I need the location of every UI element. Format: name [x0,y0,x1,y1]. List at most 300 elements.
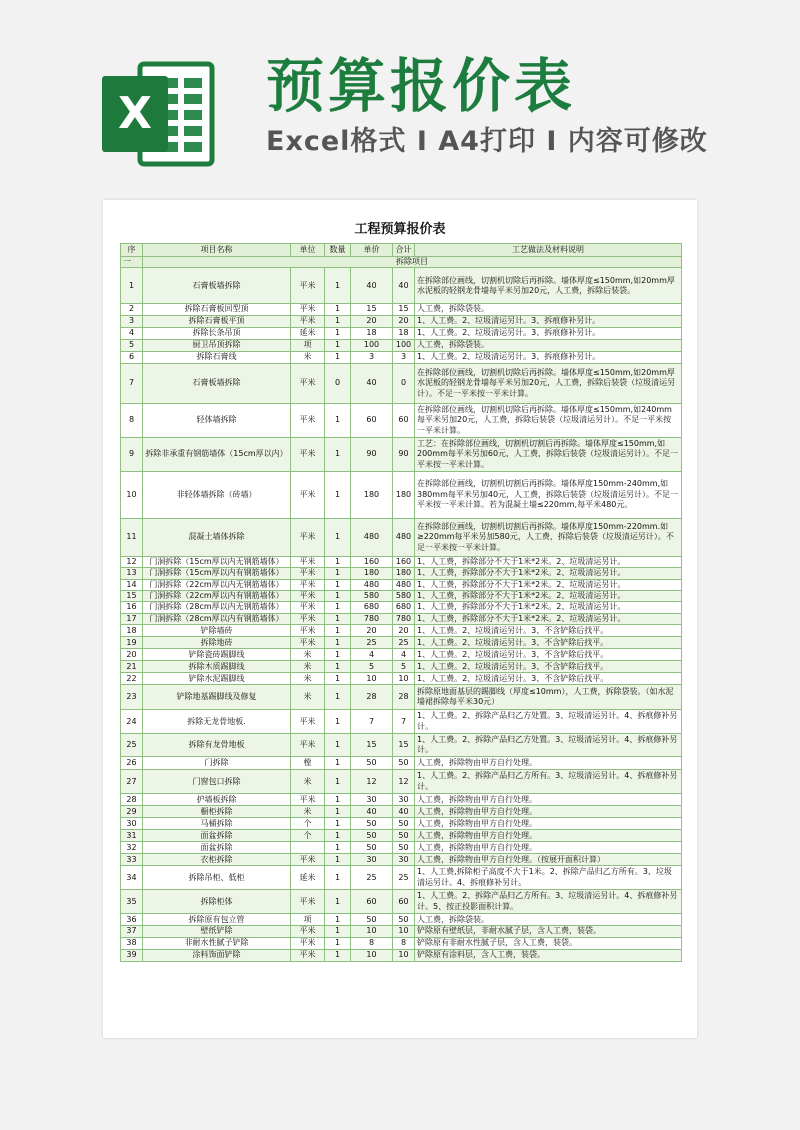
cell-unit: 平米 [291,315,325,327]
cell-name: 拆除木质踢脚线 [143,661,291,673]
cell-qty: 1 [325,591,351,602]
cell-no: 32 [121,842,143,854]
col-header-total: 合计 [393,244,415,257]
col-header-price: 单价 [351,244,393,257]
cell-no: 25 [121,734,143,757]
table-row [121,710,682,734]
col-header-qty: 数量 [325,244,351,257]
cell-qty: 1 [325,556,351,567]
table-row [121,471,682,518]
cell-unit: 平米 [291,734,325,757]
cell-price: 60 [351,403,393,437]
cell-qty: 1 [325,437,351,471]
cell-name: 面盆拆除 [143,842,291,854]
cell-total: 50 [393,818,415,830]
page-subtitle: Excel格式 I A4打印 I 内容可修改 [266,126,708,157]
cell-price: 50 [351,842,393,854]
cell-desc: 1、人工费，拆除部分不大于1米*2米。2、垃圾清运另计。 [415,556,682,567]
cell-name: 铲除墙砖 [143,625,291,637]
cell-name: 面盆拆除 [143,830,291,842]
cell-name: 铲除地基踢脚线及修复 [143,685,291,710]
cell-total: 15 [393,734,415,757]
col-header-desc: 工艺做法及材料说明 [415,244,682,257]
cell-total: 480 [393,579,415,590]
table-row [121,734,682,757]
cell-name: 橱柜拆除 [143,806,291,818]
cell-desc: 人工费，拆除物由甲方自行处理。 [415,757,682,770]
cell-price: 580 [351,591,393,602]
cell-desc: 在拆除部位画线，切割机切除后再拆除。墙体厚度≤150mm,如20mm厚水泥板的轻钢龙骨墙每平米另加20元，人工费，拆除后装袋。 [415,268,682,304]
cell-no: 28 [121,794,143,806]
cell-name: 非耐水性腻子铲除 [143,937,291,949]
cell-desc: 在拆除部位画线，切割机切割后再拆除。墙体厚度150mm-240mm,如380mm每平米另加40元，人工费，拆除后装袋（垃圾清运另计）。不足一平米按一平米计算。若为混凝土墙≤220mm,每平米480元。 [415,471,682,518]
cell-qty: 1 [325,818,351,830]
cell-desc: 1、人工费,拆除柜子高度不大于1米。2、拆除产品归乙方所有。3、垃圾清运另计。4、拆痕修补另计。 [415,866,682,890]
cell-no: 19 [121,637,143,649]
cell-qty: 1 [325,613,351,624]
cell-no: 36 [121,914,143,926]
cell-total: 10 [393,949,415,961]
table-row [121,770,682,794]
cell-total: 100 [393,339,415,351]
cell-name: 石膏板墙拆除 [143,268,291,304]
cell-total: 90 [393,437,415,471]
cell-unit: 平米 [291,579,325,590]
quote-table [120,243,682,962]
cell-total: 0 [393,363,415,403]
cell-price: 160 [351,556,393,567]
cell-price: 5 [351,661,393,673]
cell-qty: 1 [325,315,351,327]
cell-total: 50 [393,757,415,770]
cell-qty: 1 [325,625,351,637]
cell-desc: 1、人工费。2、垃圾清运另计。3、拆痕修补另计。 [415,315,682,327]
cell-no: 3 [121,315,143,327]
cell-no: 34 [121,866,143,890]
cell-no: 35 [121,890,143,914]
cell-price: 20 [351,315,393,327]
table-row [121,866,682,890]
cell-name: 拆除吊柜、低柜 [143,866,291,890]
cell-total: 7 [393,710,415,734]
cell-price: 10 [351,926,393,937]
cell-desc: 1、人工费，拆除部分不大于1米*2米。2、垃圾清运另计。 [415,613,682,624]
cell-desc: 1、人工费。2、垃圾清运另计。3、拆痕修补另计。 [415,327,682,339]
cell-unit: 平米 [291,403,325,437]
cell-qty: 1 [325,926,351,937]
table-row [121,625,682,637]
cell-unit: 平米 [291,890,325,914]
cell-qty: 1 [325,568,351,579]
cell-price: 780 [351,613,393,624]
cell-no: 8 [121,403,143,437]
cell-total: 60 [393,403,415,437]
table-row [121,339,682,351]
cell-no: 11 [121,518,143,556]
cell-qty: 1 [325,649,351,661]
cell-total: 4 [393,649,415,661]
cell-total: 25 [393,866,415,890]
spreadsheet-preview [103,200,697,1038]
cell-price: 25 [351,637,393,649]
cell-price: 40 [351,268,393,304]
cell-no: 38 [121,937,143,949]
cell-no: 33 [121,854,143,866]
cell-unit: 米 [291,806,325,818]
cell-no: 20 [121,649,143,661]
cell-name: 轻体墙拆除 [143,403,291,437]
table-row [121,949,682,961]
cell-price: 90 [351,437,393,471]
cell-price: 480 [351,579,393,590]
table-row [121,685,682,710]
cell-total: 20 [393,625,415,637]
cell-unit: 平米 [291,625,325,637]
cell-qty: 1 [325,770,351,794]
cell-price: 8 [351,937,393,949]
cell-qty: 1 [325,327,351,339]
table-row [121,757,682,770]
cell-qty: 1 [325,757,351,770]
table-row [121,518,682,556]
cell-qty: 1 [325,518,351,556]
cell-desc: 人工费，拆除物由甲方自行处理。 [415,818,682,830]
cell-name: 壁纸铲除 [143,926,291,937]
cell-no: 17 [121,613,143,624]
cell-unit: 米 [291,770,325,794]
cell-price: 480 [351,518,393,556]
cell-unit: 延米 [291,327,325,339]
cell-desc: 1、人工费。2、垃圾清运另计。3、不含铲除后找平。 [415,625,682,637]
cell-no: 16 [121,602,143,613]
cell-qty: 1 [325,830,351,842]
cell-no: 5 [121,339,143,351]
cell-qty: 1 [325,661,351,673]
cell-price: 12 [351,770,393,794]
cell-no: 7 [121,363,143,403]
cell-price: 50 [351,818,393,830]
cell-desc: 1、人工费。2、垃圾清运另计。3、不含铲除后找平。 [415,673,682,685]
col-header-no: 序 [121,244,143,257]
cell-price: 680 [351,602,393,613]
cell-no: 30 [121,818,143,830]
cell-price: 180 [351,568,393,579]
cell-price: 20 [351,625,393,637]
cell-qty: 1 [325,579,351,590]
cell-name: 门洞拆除（22cm厚以内有钢筋墙体） [143,591,291,602]
cell-name: 拆除石膏线 [143,351,291,363]
cell-price: 7 [351,710,393,734]
table-row [121,268,682,304]
cell-desc: 在拆除部位画线，切割机切割后再拆除。墙体厚度150mm-220mm.如≥220mm每平米另加580元，人工费，拆除后装袋（垃圾清运另计）。不足一平米按一平米计算。 [415,518,682,556]
table-row [121,363,682,403]
cell-total: 780 [393,613,415,624]
cell-qty: 1 [325,866,351,890]
cell-unit: 平米 [291,710,325,734]
cell-name: 拆除非承重有钢筋墙体（15cm厚以内） [143,437,291,471]
cell-no: 12 [121,556,143,567]
cell-qty: 1 [325,710,351,734]
cell-unit: 平米 [291,556,325,567]
cell-qty: 1 [325,685,351,710]
cell-desc: 人工费，拆除物由甲方自行处理。 [415,794,682,806]
cell-name: 门洞拆除（15cm厚以内有钢筋墙体） [143,568,291,579]
cell-price: 180 [351,471,393,518]
table-header-row [121,244,682,257]
cell-name: 拆除有龙骨地板 [143,734,291,757]
cell-total: 60 [393,890,415,914]
cell-no: 1 [121,268,143,304]
cell-unit: 平米 [291,304,325,315]
cell-total: 50 [393,830,415,842]
cell-name: 厨卫吊顶拆除 [143,339,291,351]
cell-unit: 米 [291,351,325,363]
table-row [121,794,682,806]
cell-desc: 1、人工费。2、拆除产品归乙方所有。3、垃圾清运另计。4、拆痕修补另计。 [415,770,682,794]
table-row [121,579,682,590]
table-row [121,854,682,866]
cell-name: 门拆除 [143,757,291,770]
cell-name: 门洞拆除（28cm厚以内无钢筋墙体） [143,602,291,613]
cell-no: 27 [121,770,143,794]
cell-unit: 个 [291,830,325,842]
cell-desc: 1、人工费。2、垃圾清运另计。3、不含铲除后找平。 [415,661,682,673]
cell-total: 680 [393,602,415,613]
cell-desc: 1、人工费。2、拆除产品归乙方所有。3、垃圾清运另计。4、拆痕修补另计。5、按正投影面积计算。 [415,890,682,914]
cell-no: 37 [121,926,143,937]
cell-no: 2 [121,304,143,315]
cell-qty: 1 [325,351,351,363]
cell-unit: 平米 [291,602,325,613]
cell-total: 160 [393,556,415,567]
cell-qty: 1 [325,602,351,613]
cell-unit: 平米 [291,363,325,403]
cell-no: 26 [121,757,143,770]
table-row [121,661,682,673]
cell-no: 13 [121,568,143,579]
cell-name: 门洞拆除（15cm厚以内无钢筋墙体） [143,556,291,567]
cell-desc: 拆除原地面基层的踢脚线（厚度≤10mm），人工费，拆除袋装。（如水泥墙裙拆除每平米30元） [415,685,682,710]
cell-price: 30 [351,854,393,866]
cell-desc: 1、人工费。2、拆除产品归乙方处置。3、垃圾清运另计。4、拆痕修补另计。 [415,734,682,757]
cell-no: 24 [121,710,143,734]
cell-desc: 人工费，拆除袋装。 [415,914,682,926]
cell-qty: 1 [325,637,351,649]
table-row [121,937,682,949]
cell-total: 28 [393,685,415,710]
cell-price: 10 [351,949,393,961]
cell-price: 60 [351,890,393,914]
cell-total: 50 [393,842,415,854]
cell-name: 衣柜拆除 [143,854,291,866]
table-row [121,591,682,602]
cell-desc: 人工费，拆除物由甲方自行处理。 [415,842,682,854]
cell-name: 拆除长条吊顶 [143,327,291,339]
cell-total: 15 [393,304,415,315]
cell-desc: 人工费，拆除物由甲方自行处理。（按展开面积计算） [415,854,682,866]
cell-desc: 1、人工费，拆除部分不大于1米*2米。2、垃圾清运另计。 [415,591,682,602]
svg-text:X: X [118,88,152,139]
cell-qty: 1 [325,304,351,315]
cell-unit: 平米 [291,568,325,579]
table-row [121,890,682,914]
section-no: 一 [121,257,143,268]
cell-name: 拆除无龙骨地板. [143,710,291,734]
cell-name: 门窗包口拆除 [143,770,291,794]
cell-no: 14 [121,579,143,590]
cell-price: 100 [351,339,393,351]
cell-price: 50 [351,757,393,770]
cell-name: 非轻体墙拆除（砖墙） [143,471,291,518]
page-title: 预算报价表 [266,52,577,120]
cell-no: 18 [121,625,143,637]
cell-no: 4 [121,327,143,339]
table-row [121,914,682,926]
cell-desc: 铲除原有涂料层，含人工费，装袋。 [415,949,682,961]
cell-unit [291,842,325,854]
cell-qty: 1 [325,471,351,518]
cell-unit: 平米 [291,854,325,866]
table-row [121,613,682,624]
table-row [121,568,682,579]
table-row [121,830,682,842]
cell-no: 9 [121,437,143,471]
cell-price: 15 [351,304,393,315]
cell-unit: 平米 [291,591,325,602]
cell-unit: 平米 [291,518,325,556]
table-row [121,437,682,471]
cell-total: 12 [393,770,415,794]
cell-desc: 在拆除部位画线，切割机切除后再拆除。墙体厚度≤150mm,如20mm厚水泥板的轻钢龙骨墙每平米另加20元，人工费，拆除后装袋（垃圾清运另计）。不足一平米按一平米计算。 [415,363,682,403]
cell-unit: 平米 [291,613,325,624]
cell-qty: 1 [325,949,351,961]
table-row [121,926,682,937]
table-row [121,602,682,613]
cell-unit: 项 [291,914,325,926]
cell-price: 25 [351,866,393,890]
cell-name: 拆除原有包立管 [143,914,291,926]
table-row [121,806,682,818]
cell-qty: 1 [325,937,351,949]
cell-price: 4 [351,649,393,661]
cell-no: 22 [121,673,143,685]
cell-name: 马桶拆除 [143,818,291,830]
cell-no: 6 [121,351,143,363]
cell-desc: 1、人工费。2、垃圾清运另计。3、拆痕修补另计。 [415,351,682,363]
table-row [121,673,682,685]
cell-total: 30 [393,854,415,866]
cell-name: 涂料饰面铲除 [143,949,291,961]
cell-unit: 米 [291,649,325,661]
cell-qty: 1 [325,339,351,351]
cell-total: 580 [393,591,415,602]
cell-no: 39 [121,949,143,961]
cell-desc: 人工费，拆除袋装。 [415,339,682,351]
cell-unit: 米 [291,685,325,710]
table-row [121,556,682,567]
cell-qty: 1 [325,914,351,926]
cell-unit: 项 [291,339,325,351]
cell-desc: 1、人工费。2、拆除产品归乙方处置。3、垃圾清运另计。4、拆痕修补另计。 [415,710,682,734]
table-row [121,818,682,830]
table-row [121,315,682,327]
cell-name: 铲除水泥踢脚线 [143,673,291,685]
cell-desc: 人工费，拆除袋装。 [415,304,682,315]
cell-price: 28 [351,685,393,710]
cell-total: 5 [393,661,415,673]
cell-total: 3 [393,351,415,363]
sheet-title: 工程预算报价表 [354,222,446,237]
cell-desc: 1、人工费，拆除部分不大于1米*2米。2、垃圾清运另计。 [415,602,682,613]
cell-desc: 1、人工费，拆除部分不大于1米*2米。2、垃圾清运另计。 [415,568,682,579]
table-row [121,637,682,649]
cell-no: 15 [121,591,143,602]
cell-unit: 平米 [291,794,325,806]
section-title: 拆除项目 [143,257,682,268]
cell-qty: 1 [325,403,351,437]
cell-name: 拆除石膏板平顶 [143,315,291,327]
cell-price: 50 [351,914,393,926]
cell-desc: 铲除原有壁纸层，非耐水腻子层，含人工费，装袋。 [415,926,682,937]
table-row [121,327,682,339]
table-row [121,351,682,363]
cell-qty: 1 [325,734,351,757]
cell-qty: 1 [325,794,351,806]
cell-desc: 1、人工费。2、垃圾清运另计。3、不含铲除后找平。 [415,637,682,649]
cell-price: 40 [351,363,393,403]
cell-total: 40 [393,806,415,818]
cell-unit: 延米 [291,866,325,890]
cell-price: 15 [351,734,393,757]
cell-no: 23 [121,685,143,710]
cell-desc: 1、人工费。2、垃圾清运另计。3、不含铲除后找平。 [415,649,682,661]
cell-unit: 平米 [291,437,325,471]
cell-no: 21 [121,661,143,673]
cell-desc: 工艺：在拆除部位画线，切割机切割后再拆除。墙体厚度≤150mm,如200mm每平米另加60元，人工费，拆除后装袋（垃圾清运另计）。不足一平米按一平米计算。 [415,437,682,471]
cell-qty: 1 [325,854,351,866]
cell-unit: 樘 [291,757,325,770]
cell-total: 18 [393,327,415,339]
cell-total: 20 [393,315,415,327]
cell-price: 3 [351,351,393,363]
cell-unit: 平米 [291,471,325,518]
cell-unit: 个 [291,818,325,830]
cell-price: 30 [351,794,393,806]
section-row [121,257,682,268]
cell-unit: 平米 [291,937,325,949]
cell-total: 8 [393,937,415,949]
cell-qty: 1 [325,268,351,304]
cell-price: 40 [351,806,393,818]
cell-total: 10 [393,926,415,937]
cell-no: 31 [121,830,143,842]
cell-name: 混凝土墙体拆除 [143,518,291,556]
cell-total: 50 [393,914,415,926]
cell-total: 480 [393,518,415,556]
cell-price: 18 [351,327,393,339]
col-header-unit: 单位 [291,244,325,257]
cell-name: 拆除柜体 [143,890,291,914]
cell-name: 铲除瓷砖踢脚线 [143,649,291,661]
cell-name: 石膏板墙拆除 [143,363,291,403]
cell-unit: 平米 [291,926,325,937]
cell-total: 180 [393,471,415,518]
cell-desc: 1、人工费，拆除部分不大于1米*2米。2、垃圾清运另计。 [415,579,682,590]
cell-total: 30 [393,794,415,806]
cell-price: 10 [351,673,393,685]
cell-name: 拆除地砖 [143,637,291,649]
cell-name: 门洞拆除（28cm厚以内有钢筋墙体） [143,613,291,624]
